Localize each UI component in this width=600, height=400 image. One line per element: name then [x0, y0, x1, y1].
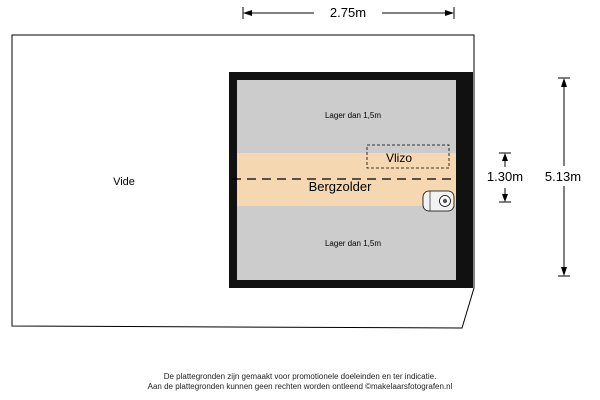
vlizo-label: Vlizo [385, 151, 413, 165]
dimension-top [243, 4, 454, 20]
lager-top-label: Lager dan 1,5m [324, 111, 382, 120]
boiler-icon [423, 191, 454, 211]
bergzolder-label: Bergzolder [308, 179, 372, 194]
disclaimer-line-1: De plattegronden zijn gemaakt voor promotionele doeleinden en ter indicatie. [163, 372, 437, 381]
dimension-top-label: 2.75m [329, 5, 367, 20]
lager-bottom-label: Lager dan 1,5m [324, 239, 382, 248]
dimension-right [545, 78, 581, 276]
vide-label: Vide [113, 176, 135, 188]
dimension-mid [487, 153, 523, 202]
disclaimer-line-2: Aan de plattegronden kunnen geen rechten worden ontleend ©makelaarsfotografen.nl [147, 382, 453, 391]
dimension-mid-label: 1.30m [486, 169, 524, 184]
dimension-right-label: 5.13m [544, 169, 582, 184]
